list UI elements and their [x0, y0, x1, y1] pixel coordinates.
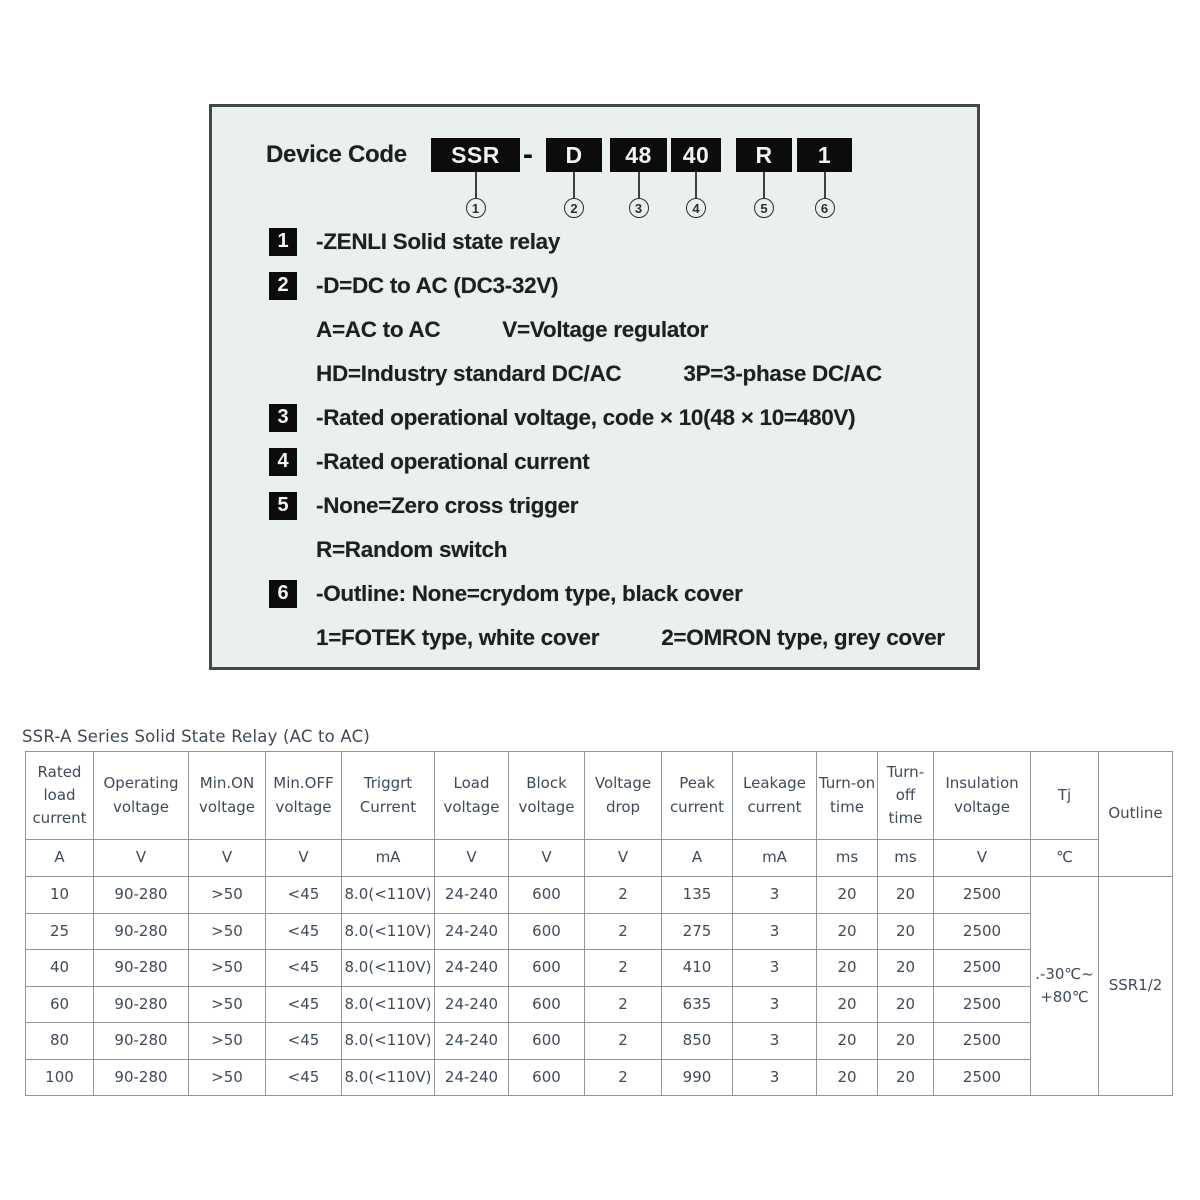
data-cell: 60: [26, 986, 94, 1023]
code-segment-box: 40: [671, 138, 721, 172]
unit-cell: V: [934, 840, 1031, 877]
column-header-cell: Operating voltage: [94, 752, 189, 840]
data-cell: 20: [878, 877, 934, 914]
legend-number-badge: 1: [269, 228, 297, 256]
data-cell: 2500: [934, 986, 1031, 1023]
legend-text: HD=Industry standard DC/AC: [316, 360, 622, 386]
column-header-cell: Load voltage: [435, 752, 509, 840]
data-cell: <45: [266, 950, 342, 987]
legend-text: V=Voltage regulator: [502, 316, 709, 342]
data-cell: 20: [878, 1059, 934, 1096]
data-cell: 2: [585, 877, 662, 914]
data-cell: 600: [509, 986, 585, 1023]
legend-text: 3P=3-phase DC/AC: [683, 360, 882, 386]
data-cell: 90-280: [94, 986, 189, 1023]
legend-text: -Outline: None=crydom type, black cover: [316, 580, 743, 606]
data-cell: 90-280: [94, 913, 189, 950]
data-cell: 2: [585, 913, 662, 950]
callout-line: [475, 172, 477, 198]
data-cell: 100: [26, 1059, 94, 1096]
data-cell: 410: [662, 950, 733, 987]
data-cell: 600: [509, 877, 585, 914]
tj-merged-cell: .-30℃~ +80℃: [1031, 877, 1099, 1096]
data-cell: 20: [817, 1023, 878, 1060]
callout-number: 6: [815, 198, 835, 218]
data-cell: 24-240: [435, 1059, 509, 1096]
legend-text: R=Random switch: [316, 536, 508, 562]
data-cell: 2500: [934, 1059, 1031, 1096]
data-cell: 20: [817, 950, 878, 987]
legend-line: [316, 449, 590, 475]
data-cell: 8.0(<110V): [342, 1023, 435, 1060]
data-cell: 2500: [934, 877, 1031, 914]
data-cell: >50: [189, 986, 266, 1023]
legend-line: [316, 537, 507, 563]
unit-cell: mA: [733, 840, 817, 877]
legend-number-badge: 3: [269, 404, 297, 432]
column-header-cell: Min.ON voltage: [189, 752, 266, 840]
data-cell: >50: [189, 950, 266, 987]
callout-line: [695, 172, 697, 198]
data-cell: 2: [585, 950, 662, 987]
column-header-cell: Peak current: [662, 752, 733, 840]
data-cell: 20: [817, 913, 878, 950]
data-cell: 20: [878, 950, 934, 987]
legend-item: [269, 272, 945, 299]
legend-line: [316, 581, 743, 607]
data-cell: 135: [662, 877, 733, 914]
code-segment-box: 1: [797, 138, 852, 172]
unit-cell: ℃: [1031, 840, 1099, 877]
legend-item: [269, 404, 945, 431]
table-row: [26, 913, 1173, 950]
column-header-cell: Block voltage: [509, 752, 585, 840]
legend-line: [316, 317, 708, 343]
legend-text: -Rated operational voltage, code × 10(48 × 10=480V): [316, 404, 856, 430]
callout-line: [573, 172, 575, 198]
device-code-label: Device Code: [266, 141, 407, 168]
legend-line: [316, 405, 855, 431]
data-cell: >50: [189, 1059, 266, 1096]
device-code-panel: [209, 104, 980, 670]
data-cell: <45: [266, 1023, 342, 1060]
data-cell: 20: [817, 877, 878, 914]
data-cell: 600: [509, 1023, 585, 1060]
data-cell: 850: [662, 1023, 733, 1060]
data-cell: 80: [26, 1023, 94, 1060]
data-cell: 20: [878, 986, 934, 1023]
data-cell: 3: [733, 950, 817, 987]
data-cell: 600: [509, 950, 585, 987]
legend-text: -None=Zero cross trigger: [316, 492, 579, 518]
code-segment-box: D: [546, 138, 602, 172]
legend-item: [269, 448, 945, 475]
legend-text: 2=OMRON type, grey cover: [661, 624, 945, 650]
data-cell: 90-280: [94, 877, 189, 914]
table-row: [26, 1059, 1173, 1096]
column-header-cell: Outline: [1099, 752, 1173, 877]
callout-line: [638, 172, 640, 198]
data-cell: 24-240: [435, 913, 509, 950]
data-cell: 8.0(<110V): [342, 913, 435, 950]
unit-cell: V: [266, 840, 342, 877]
code-segment-box: 48: [610, 138, 667, 172]
unit-cell: A: [662, 840, 733, 877]
column-header-cell: Voltage drop: [585, 752, 662, 840]
legend-line: [316, 229, 560, 255]
data-cell: <45: [266, 877, 342, 914]
data-cell: 25: [26, 913, 94, 950]
data-cell: 2: [585, 986, 662, 1023]
legend-line: [316, 493, 578, 519]
outline-merged-cell: SSR1/2: [1099, 877, 1173, 1096]
legend-line: [316, 273, 558, 299]
data-cell: 3: [733, 1059, 817, 1096]
table-row: [26, 950, 1173, 987]
data-cell: 3: [733, 1023, 817, 1060]
data-cell: 8.0(<110V): [342, 986, 435, 1023]
callout-number: 5: [754, 198, 774, 218]
column-header-cell: Rated load current: [26, 752, 94, 840]
data-cell: 8.0(<110V): [342, 877, 435, 914]
unit-row: [26, 840, 1173, 877]
data-cell: 3: [733, 913, 817, 950]
legend-item: [269, 228, 945, 255]
legend-item: [316, 316, 945, 343]
legend-item: [316, 360, 945, 387]
data-cell: 20: [817, 986, 878, 1023]
data-cell: <45: [266, 1059, 342, 1096]
legend-item: [316, 624, 945, 651]
data-cell: 24-240: [435, 877, 509, 914]
data-cell: 90-280: [94, 1023, 189, 1060]
data-cell: 2: [585, 1059, 662, 1096]
unit-cell: ms: [817, 840, 878, 877]
column-header-cell: Leakage current: [733, 752, 817, 840]
data-cell: 20: [878, 913, 934, 950]
data-cell: 3: [733, 986, 817, 1023]
legend-number-badge: 5: [269, 492, 297, 520]
data-cell: 40: [26, 950, 94, 987]
table-row: [26, 1023, 1173, 1060]
spec-table: [25, 751, 1173, 1096]
legend-text: -Rated operational current: [316, 448, 590, 474]
data-cell: 2500: [934, 1023, 1031, 1060]
data-cell: 90-280: [94, 1059, 189, 1096]
legend-number-badge: 6: [269, 580, 297, 608]
data-cell: 2500: [934, 950, 1031, 987]
data-cell: 635: [662, 986, 733, 1023]
unit-cell: V: [94, 840, 189, 877]
table-row: [26, 986, 1173, 1023]
legend-number-badge: 4: [269, 448, 297, 476]
legend-item: [269, 492, 945, 519]
data-cell: >50: [189, 913, 266, 950]
data-cell: <45: [266, 913, 342, 950]
column-header-cell: Insulation voltage: [934, 752, 1031, 840]
callout-number: 4: [686, 198, 706, 218]
column-header-cell: Min.OFF voltage: [266, 752, 342, 840]
legend-text: 1=FOTEK type, white cover: [316, 624, 600, 650]
header-row: [26, 752, 1173, 840]
legend-text: A=AC to AC: [316, 316, 441, 342]
unit-cell: A: [26, 840, 94, 877]
unit-cell: V: [435, 840, 509, 877]
data-cell: 24-240: [435, 950, 509, 987]
unit-cell: mA: [342, 840, 435, 877]
data-cell: 3: [733, 877, 817, 914]
data-cell: 8.0(<110V): [342, 950, 435, 987]
unit-cell: V: [585, 840, 662, 877]
legend-line: [316, 625, 945, 651]
callout-number: 1: [466, 198, 486, 218]
data-cell: 24-240: [435, 1023, 509, 1060]
callout-number: 3: [629, 198, 649, 218]
callout-line: [824, 172, 826, 198]
column-header-cell: Triggrt Current: [342, 752, 435, 840]
legend-line: [316, 361, 882, 387]
legend-text: -ZENLI Solid state relay: [316, 228, 561, 254]
data-cell: <45: [266, 986, 342, 1023]
spec-table-title: SSR-A Series Solid State Relay (AC to AC): [22, 727, 370, 746]
legend-item: [269, 580, 945, 607]
column-header-cell: Turn-off time: [878, 752, 934, 840]
data-cell: 600: [509, 1059, 585, 1096]
column-header-cell: Turn-on time: [817, 752, 878, 840]
data-cell: 8.0(<110V): [342, 1059, 435, 1096]
column-header-cell: Tj: [1031, 752, 1099, 840]
code-separator: -: [523, 138, 533, 171]
data-cell: 600: [509, 913, 585, 950]
legend-text: -D=DC to AC (DC3-32V): [316, 272, 559, 298]
data-cell: 20: [878, 1023, 934, 1060]
data-cell: 20: [817, 1059, 878, 1096]
device-code-legend: [269, 228, 945, 668]
table-row: [26, 877, 1173, 914]
data-cell: 2500: [934, 913, 1031, 950]
data-cell: 90-280: [94, 950, 189, 987]
data-cell: 275: [662, 913, 733, 950]
data-cell: >50: [189, 877, 266, 914]
unit-cell: V: [509, 840, 585, 877]
callout-number: 2: [564, 198, 584, 218]
unit-cell: V: [189, 840, 266, 877]
spec-table-wrap: [25, 751, 1173, 1096]
unit-cell: ms: [878, 840, 934, 877]
code-segment-box: SSR: [431, 138, 520, 172]
callout-line: [763, 172, 765, 198]
code-segment-box: R: [736, 138, 792, 172]
legend-item: [316, 536, 945, 563]
data-cell: 10: [26, 877, 94, 914]
data-cell: 990: [662, 1059, 733, 1096]
data-cell: >50: [189, 1023, 266, 1060]
legend-number-badge: 2: [269, 272, 297, 300]
data-cell: 2: [585, 1023, 662, 1060]
data-cell: 24-240: [435, 986, 509, 1023]
